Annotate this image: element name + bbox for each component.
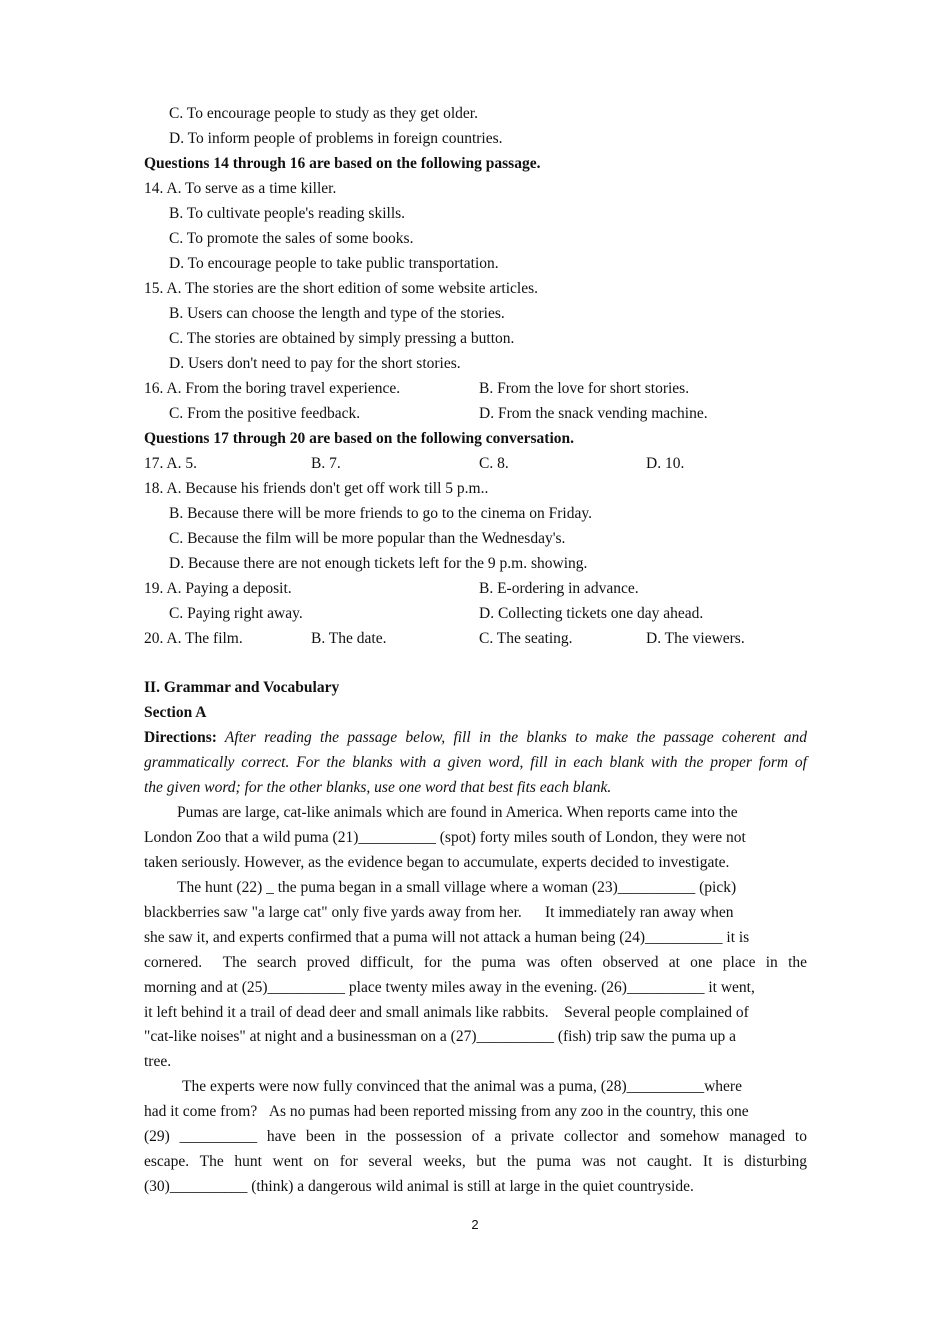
passage-line-1: Pumas are large, cat-like animals which are found in America. When reports came into the — [177, 804, 738, 821]
q13-option-d: D. To inform people of problems in foreign countries. — [169, 130, 503, 147]
questions-14-16-heading: Questions 14 through 16 are based on the following passage. — [144, 155, 541, 172]
passage-line-16: (30)__________ (think) a dangerous wild animal is still at large in the quiet countryside. — [144, 1178, 694, 1195]
passage-line-12: The experts were now fully convinced that the animal was a puma, (28)__________where — [182, 1078, 742, 1095]
q14-option-b: B. To cultivate people's reading skills. — [169, 205, 406, 222]
q19-option-b: B. E-ordering in advance. — [479, 580, 639, 597]
directions-line-1: Directions: After reading the passage below, fill in the blanks to make the passage coherent and — [144, 729, 807, 746]
passage-line-8: morning and at (25)__________ place twenty miles away in the evening. (26)__________ it went, — [144, 979, 755, 996]
passage-line-6: she saw it, and experts confirmed that a puma will not attack a human being (24)__________ it is — [144, 929, 750, 946]
q18-option-c: C. Because the film will be more popular than the Wednesday's. — [169, 530, 566, 547]
passage-line-11: tree. — [144, 1053, 172, 1070]
passage-line-3: taken seriously. However, as the evidence began to accumulate, experts decided to investigate. — [144, 854, 730, 871]
q13-option-c: C. To encourage people to study as they get older. — [169, 105, 478, 122]
passage-line-7: cornered. The search proved difficult, for the puma was often observed at one place in the — [144, 954, 807, 971]
q14-option-a: 14. A. To serve as a time killer. — [144, 180, 337, 197]
q16-option-d: D. From the snack vending machine. — [479, 405, 708, 422]
q14-option-c: C. To promote the sales of some books. — [169, 230, 414, 247]
passage-line-10: "cat-like noises" at night and a businessman on a (27)__________ (fish) trip saw the puma up a — [144, 1028, 737, 1045]
page-number: 2 — [471, 1217, 479, 1232]
section-2-title: II. Grammar and Vocabulary — [144, 679, 340, 696]
directions-label: Directions: — [144, 729, 217, 746]
q19-option-d: D. Collecting tickets one day ahead. — [479, 605, 704, 622]
q15-option-d: D. Users don't need to pay for the short stories. — [169, 355, 461, 372]
q15-option-c: C. The stories are obtained by simply pressing a button. — [169, 330, 515, 347]
q16-option-c: C. From the positive feedback. — [169, 405, 361, 422]
q17-option-a: 17. A. 5. — [144, 455, 197, 472]
q19-option-a: 19. A. Paying a deposit. — [144, 580, 292, 597]
q17-option-b: B. 7. — [311, 455, 341, 472]
directions-line-2: grammatically correct. For the blanks with a given word, fill in each blank with the proper form of — [144, 754, 807, 771]
q17-option-c: C. 8. — [479, 455, 509, 472]
q20-option-b: B. The date. — [311, 630, 387, 647]
passage-line-9: it left behind it a trail of dead deer and small animals like rabbits. Several people complained of — [144, 1004, 749, 1021]
section-a-title: Section A — [144, 704, 207, 721]
q18-option-d: D. Because there are not enough tickets left for the 9 p.m. showing. — [169, 555, 588, 572]
q20-option-c: C. The seating. — [479, 630, 573, 647]
passage-line-13: had it come from? As no pumas had been reported missing from any zoo in the country, this one — [144, 1103, 749, 1120]
directions-line-3: the given word; for the other blanks, use one word that best fits each blank. — [144, 779, 612, 796]
passage-line-5: blackberries saw "a large cat" only five yards away from her. It immediately ran away when — [144, 904, 734, 921]
q20-option-d: D. The viewers. — [646, 630, 745, 647]
passage-line-4: The hunt (22) _ the puma began in a small village where a woman (23)__________ (pick) — [177, 879, 737, 896]
q20-option-a: 20. A. The film. — [144, 630, 243, 647]
q19-option-c: C. Paying right away. — [169, 605, 303, 622]
passage-line-15: escape. The hunt went on for several weeks, but the puma was not caught. It is disturbing — [144, 1153, 807, 1170]
passage-line-14: (29) __________ have been in the possession of a private collector and somehow managed to — [144, 1128, 807, 1145]
q14-option-d: D. To encourage people to take public transportation. — [169, 255, 499, 272]
q18-option-b: B. Because there will be more friends to go to the cinema on Friday. — [169, 505, 592, 522]
q17-option-d: D. 10. — [646, 455, 685, 472]
passage-line-2: London Zoo that a wild puma (21)__________ (spot) forty miles south of London, they were not — [144, 829, 746, 846]
q18-option-a: 18. A. Because his friends don't get off work till 5 p.m.. — [144, 480, 489, 497]
questions-17-20-heading: Questions 17 through 20 are based on the following conversation. — [144, 430, 575, 447]
q15-option-a: 15. A. The stories are the short edition of some website articles. — [144, 280, 539, 297]
q15-option-b: B. Users can choose the length and type of the stories. — [169, 305, 505, 322]
q16-option-b: B. From the love for short stories. — [479, 380, 690, 397]
q16-option-a: 16. A. From the boring travel experience. — [144, 380, 401, 397]
